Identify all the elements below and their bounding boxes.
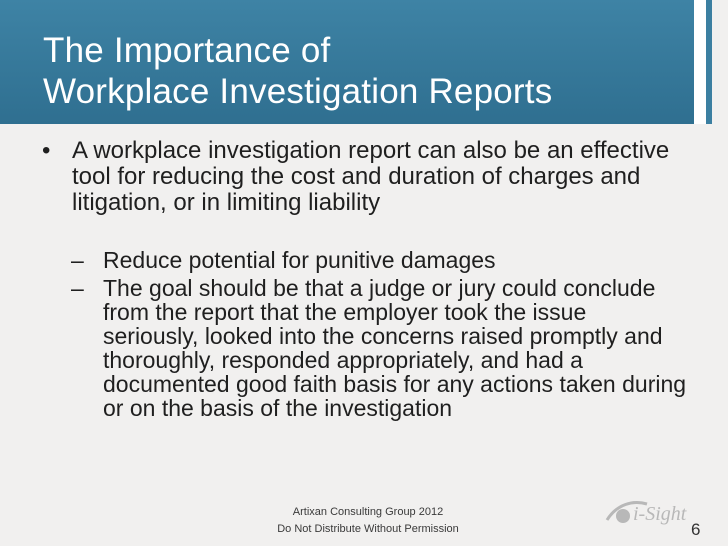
sub-bullet-text: Reduce potential for punitive damages	[103, 247, 496, 273]
sub-bullet-list	[28, 248, 688, 420]
slide-title-line-1: The Importance of	[43, 31, 331, 70]
footer-notice: Do Not Distribute Without Permission	[277, 523, 459, 535]
bullet-marker: •	[42, 137, 51, 164]
slide-content	[28, 138, 688, 424]
sub-bullet-marker: –	[71, 247, 84, 273]
footer-copyright: Artixan Consulting Group 2012	[292, 506, 444, 518]
logo-text: i-Sight	[633, 503, 687, 525]
page-number: 6	[691, 520, 701, 539]
title-band-edge	[706, 0, 712, 124]
main-bullet	[28, 138, 688, 216]
slide-title-line-2: Workplace Investigation Reports	[43, 72, 553, 111]
slide-footer	[248, 504, 488, 538]
sub-bullet-text: The goal should be that a judge or jury could conclude from the report that the employer took the issue seriously, looked into the concerns raised promptly and thoroughly, responded appropriately, and had a documented good faith basis for any actions taken during or on the basis of the investigation	[103, 275, 687, 421]
sub-bullet	[28, 276, 688, 420]
logo-eye-icon	[616, 509, 630, 523]
sub-bullet-marker: –	[71, 275, 84, 301]
slide-title	[43, 30, 552, 112]
main-bullet-text: A workplace investigation report can also be an effective tool for reducing the cost and duration of charges and litigation, or in limiting liability	[72, 137, 670, 216]
sub-bullet	[28, 248, 688, 272]
